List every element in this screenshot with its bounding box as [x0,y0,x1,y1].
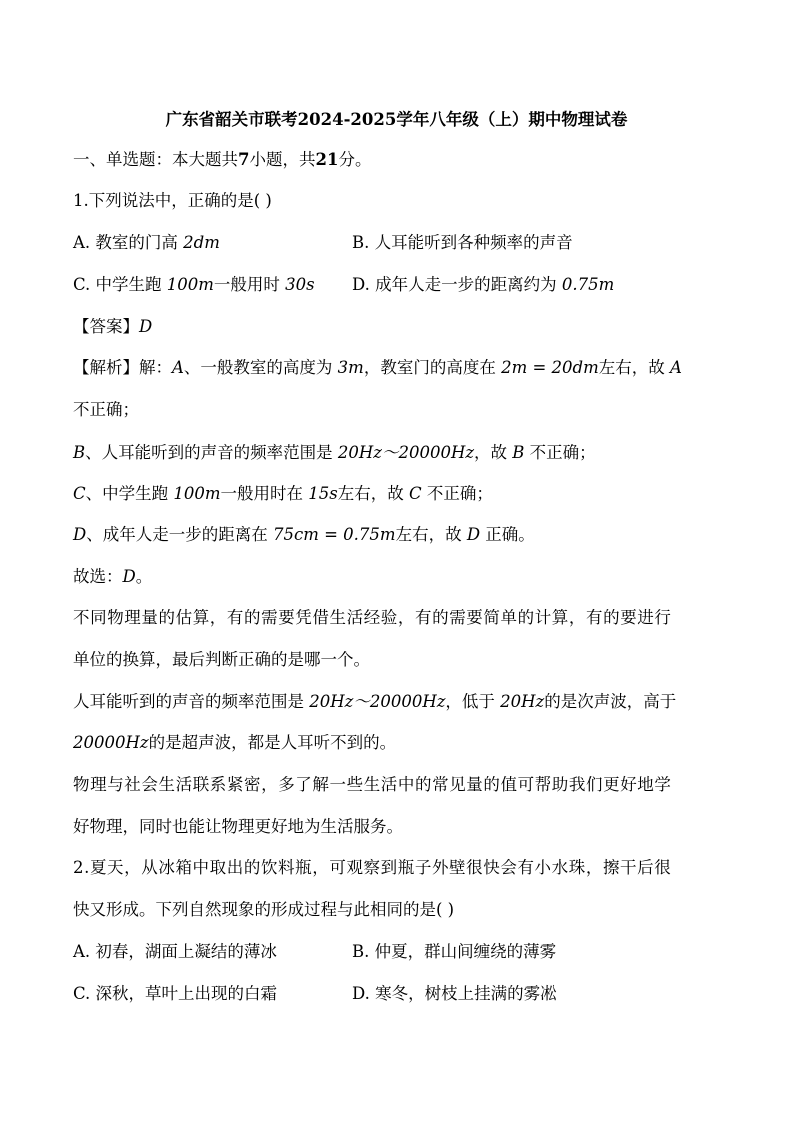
answer-value: D [139,317,153,336]
q2-option-d: D. 寒冬，树枝上挂满的雾凇 [352,984,557,1003]
section-prefix: 一、单选题：本大题共 [73,150,238,169]
analysis-text: 。 [135,567,153,586]
analysis-line-4 [73,484,493,504]
analysis-line-7: 不同物理量的估算，有的需要凭借生活经验，有的需要简单的计算，有的要进行 [73,608,672,627]
answer-label: 【答案】 [73,317,139,336]
analysis-line-6 [73,567,152,587]
analysis-ref-a: A [172,358,184,377]
analysis-ref-d: D [122,567,136,586]
section-heading [73,150,371,170]
q1-option-c [73,275,315,295]
q1-option-a-text: A. 教室的门高 [73,233,184,252]
analysis-text: 人耳能听到的声音的频率范围是 [73,692,310,711]
analysis-text: 的是超声波，都是人耳听不到的。 [148,733,397,752]
analysis-value: 3m [337,358,364,377]
analysis-value: 100m [173,484,221,503]
analysis-ref-b: B [512,443,525,462]
analysis-text: 的是次声波，高于 [544,692,677,711]
analysis-label: 【解析】解： [73,358,172,377]
analysis-value: 20Hz～20000Hz [337,443,475,462]
q1-option-c-mid: 一般用时 [213,275,286,294]
analysis-text: 一般用时在 [220,484,309,503]
analysis-text: 左右，故 [395,525,467,544]
section-mid: 小题，共 [249,150,316,169]
analysis-value: 75cm = 0.75m [272,525,396,544]
total-score: 21 [315,150,339,169]
q1-option-d-text: D. 成年人走一步的距离约为 [352,275,562,294]
analysis-text: 左右，故 [598,358,670,377]
analysis-text: ，教室门的高度在 [363,358,502,377]
analysis-text: 故选： [73,567,123,586]
analysis-value: 20000Hz [73,733,149,752]
analysis-value: 20Hz～20000Hz [309,692,446,711]
q2-stem-line-2: 快又形成。下列自然现象的形成过程与此相同的是( ) [73,900,455,919]
analysis-line-3 [73,443,596,463]
exam-title: 广东省韶关市联考2024-2025学年八年级（上）期中物理试卷 [165,110,628,129]
analysis-line-10 [73,733,396,753]
analysis-ref-d: D [73,525,87,544]
analysis-value: 2m = 20dm [501,358,599,377]
q1-answer [73,317,152,337]
analysis-line-11: 物理与社会生活联系紧密，多了解一些生活中的常见量的值可帮助我们更好地学 [73,775,672,794]
analysis-text: 正确。 [480,525,535,544]
analysis-text: 、人耳能听到的声音的频率范围是 [85,443,338,462]
analysis-text: 不正确； [421,484,493,503]
analysis-line-2: 不正确； [73,400,139,419]
q1-option-d [352,275,614,295]
analysis-line-1 [73,358,682,378]
analysis-line-5 [73,525,535,545]
analysis-ref-c: C [73,484,86,503]
q2-option-c: C. 深秋，草叶上出现的白霜 [73,984,278,1003]
analysis-ref-c: C [408,484,422,503]
q1-option-a [73,233,220,253]
analysis-text: 、成年人走一步的距离在 [86,525,273,544]
analysis-text: 左右，故 [337,484,409,503]
analysis-line-9 [73,692,676,712]
analysis-value: 15s [308,484,338,503]
q1-option-a-value: 2dm [183,233,220,252]
q2-stem-line-1: 2.夏天，从冰箱中取出的饮料瓶，可观察到瓶子外壁很快会有小水珠，擦干后很 [73,858,672,877]
analysis-text: 不正确； [524,443,596,462]
q1-option-c-value2: 30s [285,275,315,294]
analysis-ref-a: A [670,358,682,377]
q1-option-c-text: C. 中学生跑 [73,275,167,294]
q1-stem: 1.下列说法中，正确的是( ) [73,191,272,210]
analysis-text: 、中学生跑 [85,484,174,503]
section-suffix: 分。 [338,150,372,169]
q1-option-c-value1: 100m [166,275,214,294]
analysis-text: ，低于 [445,692,501,711]
question-count: 7 [238,150,250,169]
analysis-line-8: 单位的换算，最后判断正确的是哪一个。 [73,650,370,669]
analysis-ref-d: D [466,525,481,544]
analysis-text: ，故 [474,443,513,462]
q2-option-a: A. 初春，湖面上凝结的薄冰 [73,942,277,961]
q1-option-d-value: 0.75m [561,275,615,294]
analysis-value: 20Hz [500,692,545,711]
analysis-line-12: 好物理，同时也能让物理更好地为生活服务。 [73,817,403,836]
analysis-ref-b: B [73,443,86,462]
q2-option-b: B. 仲夏，群山间缠绕的薄雾 [352,942,557,961]
analysis-text: 、一般教室的高度为 [183,358,338,377]
q1-option-b: B. 人耳能听到各种频率的声音 [352,233,573,252]
